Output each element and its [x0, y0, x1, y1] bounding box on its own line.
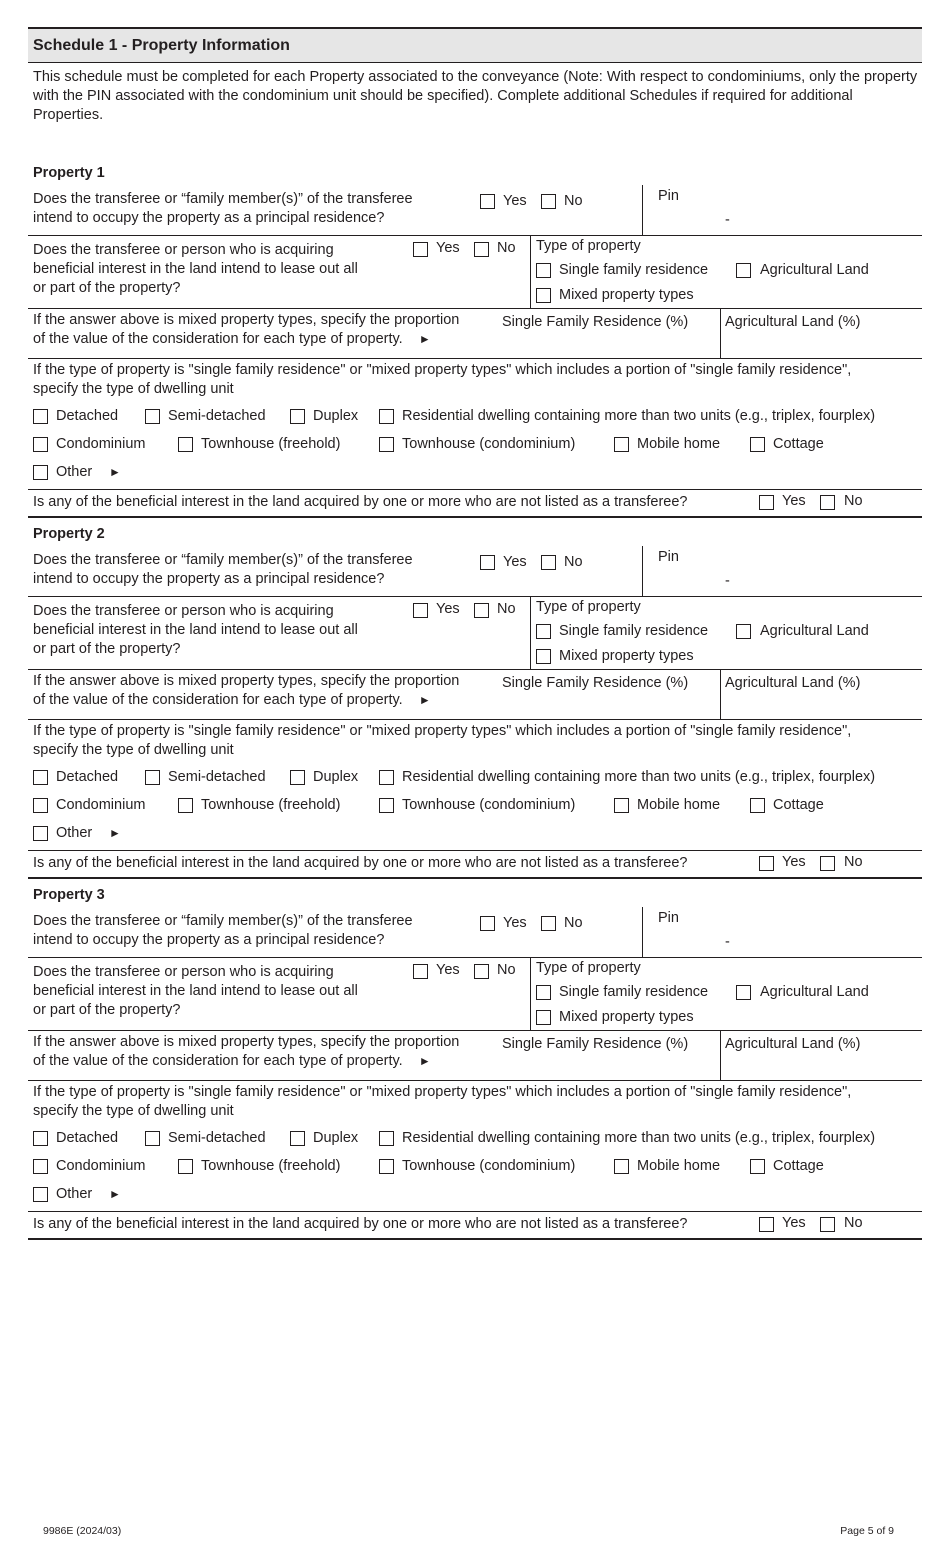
proportion-question: If the answer above is mixed property types, specify the proportion of the value of the consideration for each type of property. ► [33, 673, 460, 708]
type-of-property-label: Type of property [536, 238, 641, 254]
single-family-checkbox[interactable] [536, 263, 551, 278]
residential-multi-checkbox[interactable] [379, 409, 394, 424]
occupy-no-checkbox[interactable] [541, 555, 556, 570]
agricultural-label: Agricultural Land [760, 262, 869, 278]
type-of-property-label: Type of property [536, 599, 641, 615]
lease-no-checkbox[interactable] [474, 603, 489, 618]
cottage-checkbox[interactable] [750, 1159, 765, 1174]
ag-percent-label: Agricultural Land (%) [725, 314, 861, 330]
residential-multi-checkbox[interactable] [379, 1131, 394, 1146]
form-number: 9986E (2024/03) [43, 1525, 122, 1537]
mobile-home-label: Mobile home [637, 797, 721, 813]
arrow-icon: ► [418, 332, 431, 346]
occupy-yes-checkbox[interactable] [480, 194, 495, 209]
pin-input[interactable] [643, 915, 921, 955]
ag-percent-label: Agricultural Land (%) [725, 1036, 861, 1052]
occupy-yes-checkbox[interactable] [480, 555, 495, 570]
residential-multi-label: Residential dwelling containing more than two units (e.g., triplex, fourplex) [402, 1130, 876, 1146]
arrow-icon: ► [109, 826, 121, 840]
mixed-checkbox[interactable] [536, 1010, 551, 1025]
semi-detached-checkbox[interactable] [145, 409, 160, 424]
lease-no-checkbox[interactable] [474, 242, 489, 257]
condominium-label: Condominium [56, 797, 146, 813]
occupy-question: Does the transferee or “family member(s)” of the transferee intend to occupy the property as a principal residence? [33, 191, 413, 226]
sfr-percent-input[interactable] [498, 1051, 720, 1079]
townhouse-condo-checkbox[interactable] [379, 437, 394, 452]
agricultural-checkbox[interactable] [736, 985, 751, 1000]
agricultural-checkbox[interactable] [736, 263, 751, 278]
single-family-checkbox[interactable] [536, 624, 551, 639]
cottage-label: Cottage [773, 436, 824, 452]
occupy-yes-label: Yes [503, 915, 527, 931]
single-family-checkbox[interactable] [536, 985, 551, 1000]
dwelling-question: If the type of property is "single family residence" or "mixed property types" which includes a portion of "single family residence", specify the type of dwelling unit [33, 362, 852, 397]
cottage-checkbox[interactable] [750, 437, 765, 452]
mixed-checkbox[interactable] [536, 288, 551, 303]
pin-label: Pin [658, 549, 679, 565]
property-heading: Property 2 [33, 526, 105, 542]
lease-no-checkbox[interactable] [474, 964, 489, 979]
arrow-icon: ► [418, 1054, 431, 1068]
lease-yes-checkbox[interactable] [413, 603, 428, 618]
single-family-label: Single family residence [559, 984, 709, 1000]
detached-checkbox[interactable] [33, 409, 48, 424]
pin-dash: - [725, 212, 730, 228]
beneficial-yes-label: Yes [782, 493, 806, 509]
townhouse-freehold-checkbox[interactable] [178, 437, 193, 452]
semi-detached-checkbox[interactable] [145, 770, 160, 785]
detached-label: Detached [56, 769, 119, 785]
lease-yes-label: Yes [436, 962, 460, 978]
semi-detached-label: Semi-detached [168, 1130, 266, 1146]
occupy-question: Does the transferee or “family member(s)” of the transferee intend to occupy the property as a principal residence? [33, 552, 413, 587]
pin-input[interactable] [643, 193, 921, 233]
duplex-label: Duplex [313, 408, 359, 424]
mixed-checkbox[interactable] [536, 649, 551, 664]
beneficial-yes-label: Yes [782, 854, 806, 870]
residential-multi-checkbox[interactable] [379, 770, 394, 785]
beneficial-question: Is any of the beneficial interest in the land acquired by one or more who are not listed as a transferee? [33, 1216, 688, 1232]
residential-multi-label: Residential dwelling containing more than two units (e.g., triplex, fourplex) [402, 769, 876, 785]
lease-question: Does the transferee or person who is acquiring beneficial interest in the land intend to lease out all or part of the property? [33, 242, 358, 296]
mixed-label: Mixed property types [559, 648, 694, 664]
detached-label: Detached [56, 408, 119, 424]
other-checkbox[interactable] [33, 826, 48, 841]
occupy-no-label: No [564, 193, 583, 209]
pin-label: Pin [658, 188, 679, 204]
townhouse-condo-label: Townhouse (condominium) [402, 797, 576, 813]
property-section-1 [28, 157, 922, 518]
pin-input[interactable] [643, 554, 921, 594]
dwelling-question: If the type of property is "single family residence" or "mixed property types" which includes a portion of "single family residence", specify the type of dwelling unit [33, 1084, 852, 1119]
other-label: Other [56, 1186, 93, 1202]
pin-dash: - [725, 934, 730, 950]
property-section-3 [28, 879, 922, 1240]
agricultural-label: Agricultural Land [760, 984, 869, 1000]
townhouse-freehold-label: Townhouse (freehold) [201, 797, 341, 813]
mobile-home-label: Mobile home [637, 436, 721, 452]
single-family-label: Single family residence [559, 262, 709, 278]
duplex-checkbox[interactable] [290, 409, 305, 424]
cottage-checkbox[interactable] [750, 798, 765, 813]
beneficial-yes-checkbox[interactable] [759, 495, 774, 510]
semi-detached-label: Semi-detached [168, 408, 266, 424]
condominium-label: Condominium [56, 436, 146, 452]
condominium-label: Condominium [56, 1158, 146, 1174]
beneficial-question: Is any of the beneficial interest in the land acquired by one or more who are not listed as a transferee? [33, 855, 688, 871]
occupy-yes-label: Yes [503, 554, 527, 570]
lease-yes-checkbox[interactable] [413, 242, 428, 257]
schedule-title: Schedule 1 - Property Information [28, 27, 922, 62]
property-heading: Property 1 [33, 165, 105, 181]
mixed-label: Mixed property types [559, 287, 694, 303]
duplex-label: Duplex [313, 769, 359, 785]
townhouse-freehold-label: Townhouse (freehold) [201, 1158, 341, 1174]
townhouse-freehold-checkbox[interactable] [178, 798, 193, 813]
single-family-label: Single family residence [559, 623, 709, 639]
beneficial-yes-checkbox[interactable] [759, 856, 774, 871]
occupy-question: Does the transferee or “family member(s)” of the transferee intend to occupy the property as a principal residence? [33, 913, 413, 948]
ag-percent-input[interactable] [721, 690, 921, 718]
occupy-no-label: No [564, 554, 583, 570]
condominium-checkbox[interactable] [33, 437, 48, 452]
schedule-page [28, 27, 922, 1240]
pin-label: Pin [658, 910, 679, 926]
beneficial-no-label: No [844, 1215, 863, 1231]
semi-detached-label: Semi-detached [168, 769, 266, 785]
residential-multi-label: Residential dwelling containing more than two units (e.g., triplex, fourplex) [402, 408, 876, 424]
agricultural-label: Agricultural Land [760, 623, 869, 639]
condominium-checkbox[interactable] [33, 1159, 48, 1174]
condominium-checkbox[interactable] [33, 798, 48, 813]
lease-yes-checkbox[interactable] [413, 964, 428, 979]
sfr-percent-input[interactable] [498, 690, 720, 718]
beneficial-no-checkbox[interactable] [820, 1217, 835, 1232]
other-label: Other [56, 464, 93, 480]
cottage-label: Cottage [773, 1158, 824, 1174]
detached-label: Detached [56, 1130, 119, 1146]
other-label: Other [56, 825, 93, 841]
lease-question: Does the transferee or person who is acquiring beneficial interest in the land intend to lease out all or part of the property? [33, 964, 358, 1018]
townhouse-freehold-label: Townhouse (freehold) [201, 436, 341, 452]
dwelling-question: If the type of property is "single family residence" or "mixed property types" which includes a portion of "single family residence", specify the type of dwelling unit [33, 723, 852, 758]
sfr-percent-label: Single Family Residence (%) [502, 314, 689, 330]
sfr-percent-label: Single Family Residence (%) [502, 1036, 689, 1052]
detached-checkbox[interactable] [33, 770, 48, 785]
property-heading: Property 3 [33, 887, 105, 903]
proportion-question: If the answer above is mixed property types, specify the proportion of the value of the consideration for each type of property. ► [33, 312, 460, 347]
beneficial-no-checkbox[interactable] [820, 856, 835, 871]
lease-yes-label: Yes [436, 240, 460, 256]
property-section-2 [28, 518, 922, 879]
other-input[interactable] [128, 459, 918, 483]
lease-yes-label: Yes [436, 601, 460, 617]
other-input[interactable] [128, 820, 918, 844]
duplex-checkbox[interactable] [290, 770, 305, 785]
pin-dash: - [725, 573, 730, 589]
proportion-question: If the answer above is mixed property types, specify the proportion of the value of the consideration for each type of property. ► [33, 1034, 460, 1069]
ag-percent-input[interactable] [721, 329, 921, 357]
townhouse-condo-checkbox[interactable] [379, 798, 394, 813]
townhouse-condo-checkbox[interactable] [379, 1159, 394, 1174]
occupy-yes-label: Yes [503, 193, 527, 209]
townhouse-freehold-checkbox[interactable] [178, 1159, 193, 1174]
beneficial-question: Is any of the beneficial interest in the land acquired by one or more who are not listed as a transferee? [33, 494, 688, 510]
arrow-icon: ► [109, 1187, 121, 1201]
beneficial-no-checkbox[interactable] [820, 495, 835, 510]
semi-detached-checkbox[interactable] [145, 1131, 160, 1146]
beneficial-no-label: No [844, 854, 863, 870]
mixed-label: Mixed property types [559, 1009, 694, 1025]
duplex-label: Duplex [313, 1130, 359, 1146]
mobile-home-checkbox[interactable] [614, 437, 629, 452]
ag-percent-label: Agricultural Land (%) [725, 675, 861, 691]
townhouse-condo-label: Townhouse (condominium) [402, 1158, 576, 1174]
sfr-percent-input[interactable] [498, 329, 720, 357]
schedule-intro: This schedule must be completed for each Property associated to the conveyance (Note: With respect to condominiums, only the property with the PIN associated with the condominium unit should be specified). Complete additional Schedules if required for additional Properties. [28, 62, 922, 157]
detached-checkbox[interactable] [33, 1131, 48, 1146]
beneficial-yes-label: Yes [782, 1215, 806, 1231]
townhouse-condo-label: Townhouse (condominium) [402, 436, 576, 452]
arrow-icon: ► [109, 465, 121, 479]
occupy-no-checkbox[interactable] [541, 916, 556, 931]
lease-no-label: No [497, 240, 516, 256]
page-number: Page 5 of 9 [840, 1525, 894, 1537]
lease-no-label: No [497, 962, 516, 978]
mobile-home-checkbox[interactable] [614, 798, 629, 813]
other-checkbox[interactable] [33, 465, 48, 480]
sfr-percent-label: Single Family Residence (%) [502, 675, 689, 691]
ag-percent-input[interactable] [721, 1051, 921, 1079]
beneficial-yes-checkbox[interactable] [759, 1217, 774, 1232]
agricultural-checkbox[interactable] [736, 624, 751, 639]
cottage-label: Cottage [773, 797, 824, 813]
occupy-no-label: No [564, 915, 583, 931]
beneficial-no-label: No [844, 493, 863, 509]
mobile-home-checkbox[interactable] [614, 1159, 629, 1174]
arrow-icon: ► [418, 693, 431, 707]
duplex-checkbox[interactable] [290, 1131, 305, 1146]
occupy-yes-checkbox[interactable] [480, 916, 495, 931]
lease-question: Does the transferee or person who is acquiring beneficial interest in the land intend to lease out all or part of the property? [33, 603, 358, 657]
properties-container [28, 157, 922, 1240]
occupy-no-checkbox[interactable] [541, 194, 556, 209]
other-checkbox[interactable] [33, 1187, 48, 1202]
mobile-home-label: Mobile home [637, 1158, 721, 1174]
lease-no-label: No [497, 601, 516, 617]
type-of-property-label: Type of property [536, 960, 641, 976]
other-input[interactable] [128, 1181, 918, 1205]
